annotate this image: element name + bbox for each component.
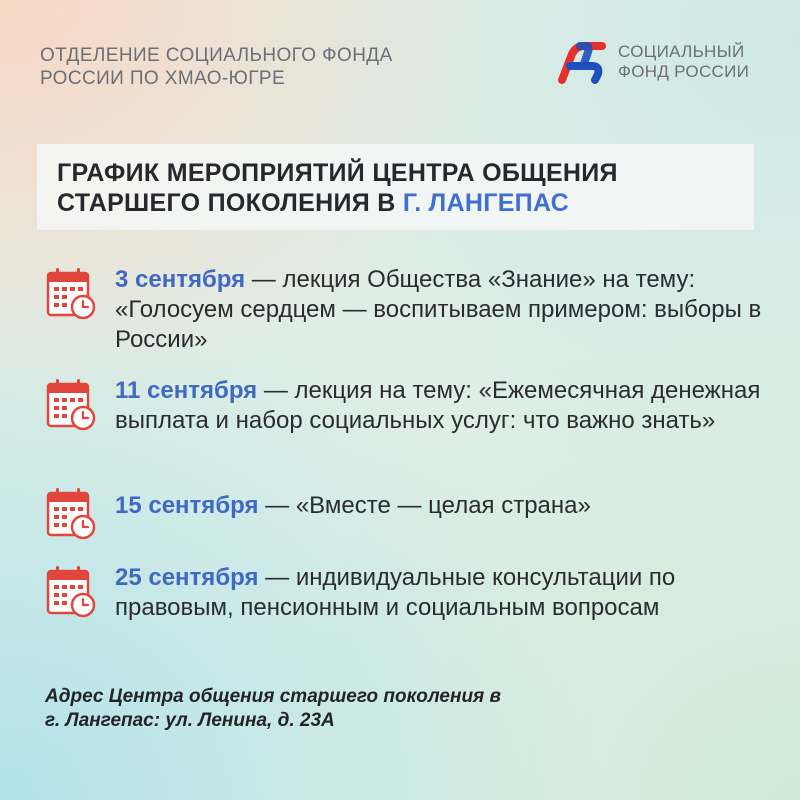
page-title (57, 158, 734, 218)
title-city: Г. ЛАНГЕПАС (402, 189, 570, 217)
calendar-clock-icon (45, 563, 97, 619)
logo-text-line1: СОЦИАЛЬНЫЙ (618, 42, 745, 61)
event-item (45, 563, 765, 623)
organization-name-line2: РОССИИ ПО ХМАО-ЮГРЕ (40, 68, 286, 89)
organization-name (40, 44, 393, 90)
event-text (115, 563, 765, 623)
sfr-logo (558, 40, 749, 84)
logo-text (618, 42, 749, 82)
event-date: 3 сентября (115, 266, 246, 293)
calendar-clock-icon (45, 376, 97, 432)
title-line2 (57, 188, 734, 218)
event-text (115, 265, 765, 355)
title-line2-main: СТАРШЕГО ПОКОЛЕНИЯ В (57, 189, 403, 217)
title-banner (37, 144, 754, 230)
event-description: — индивидуальные консультации по правовым, пенсионным и социальным вопросам (115, 564, 676, 621)
event-item (45, 265, 765, 355)
event-date: 25 сентября (115, 564, 259, 591)
title-line1: ГРАФИК МЕРОПРИЯТИЙ ЦЕНТРА ОБЩЕНИЯ (57, 159, 618, 187)
event-date: 15 сентября (115, 492, 259, 519)
event-text (115, 485, 765, 541)
calendar-clock-icon (45, 265, 97, 321)
event-item (45, 485, 765, 541)
event-description: — лекция на тему: «Ежемесячная денежная выплата и набор социальных услуг: что важно знать» (115, 377, 761, 434)
event-description: — «Вместе — целая страна» (258, 492, 591, 519)
logo-text-line2: ФОНД РОССИИ (618, 62, 750, 81)
event-item (45, 376, 765, 436)
center-address (45, 685, 685, 733)
address-line1: Адрес Центра общения старшего поколения в (45, 686, 501, 707)
calendar-clock-icon (45, 485, 97, 541)
event-text (115, 376, 765, 436)
sfr-logo-icon (558, 40, 610, 84)
organization-name-line1: ОТДЕЛЕНИЕ СОЦИАЛЬНОГО ФОНДА (40, 45, 393, 66)
event-date: 11 сентября (115, 377, 258, 404)
address-line2: г. Лангепас: ул. Ленина, д. 23А (45, 710, 335, 731)
event-description: — лекция Общества «Знание» на тему: «Голосуем сердцем — воспитываем примером: выборы в России» (115, 266, 762, 353)
